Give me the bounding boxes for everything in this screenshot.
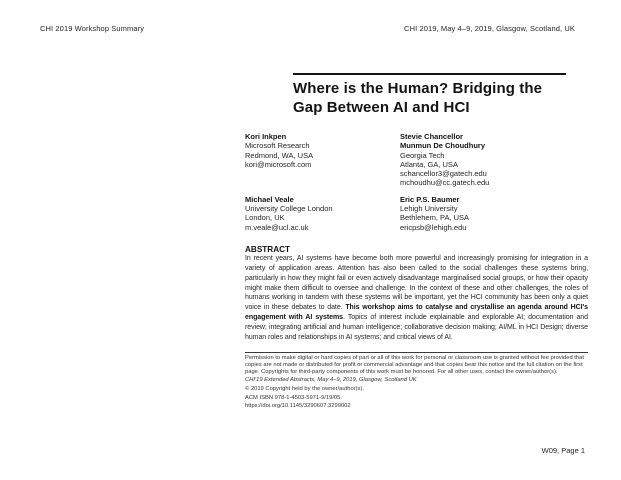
abstract-heading: ABSTRACT bbox=[245, 245, 291, 254]
author-affiliation: University College London bbox=[245, 204, 333, 214]
copyright-line: © 2019 Copyright held by the owner/author(s). bbox=[245, 386, 364, 393]
author-block bbox=[245, 195, 400, 232]
running-header bbox=[40, 24, 575, 33]
footnote-block bbox=[245, 355, 588, 410]
author-name: Kori Inkpen bbox=[245, 132, 287, 141]
author-email: m.veale@ucl.ac.uk bbox=[245, 222, 309, 232]
author-affiliation: Georgia Tech bbox=[400, 150, 445, 160]
author-block bbox=[400, 195, 580, 232]
author-name: Eric P.S. Baumer bbox=[400, 194, 460, 204]
author-block bbox=[245, 132, 400, 188]
author-affiliation: Microsoft Research bbox=[245, 141, 310, 151]
author-affiliation: Bethlehem, PA, USA bbox=[400, 213, 470, 223]
abstract-text-after: . Topics of interest include explainable and explorable AI; documentation and review; integrating artificial and human intelligence; collaborative decision making; AI/ML in HCI Design; diverse human roles and relationships in AI systems; and critical views of AI. bbox=[245, 314, 588, 341]
author-email: schancellor3@gatech.edu bbox=[400, 169, 487, 179]
author-affiliation: Lehigh University bbox=[400, 204, 458, 214]
isbn-line: ACM ISBN 978-1-4503-5971-9/19/05. bbox=[245, 394, 342, 401]
authors-grid bbox=[245, 132, 580, 232]
author-block bbox=[400, 132, 580, 188]
header-right-text: CHI 2019, May 4–9, 2019, Glasgow, Scotland, UK bbox=[404, 24, 575, 33]
permission-text: Permission to make digital or hard copies of part or all of this work for personal or classroom use is granted without fee provided that copies are not made or distributed for profit or commercial advantage and that copies bear this notice and the full citation on the first page. Copyrights for third-party components of this work must be honored. For all other uses, contact the owner/author(s). bbox=[245, 355, 584, 376]
author-name: Munmun De Choudhury bbox=[400, 141, 485, 151]
doi-line: https://doi.org/10.1145/3290607.3299002 bbox=[245, 402, 351, 409]
author-affiliation: Redmond, WA, USA bbox=[245, 150, 314, 160]
abstract-text-before: In recent years, AI systems have become both more powerful and increasingly promising for integration in a variety of application areas. Attention has also been called to the social challenges these systems bring, particularly in how they might fail or even actively disadvantage marginalised social groups, or how their opacity might make them difficult to oversee and challenge. In the context of these and other challenges, the roles of humans working in tandem with these systems will be important, yet the HCI community has been only a quiet voice in these debates to date. bbox=[245, 255, 588, 312]
venue-line: CHI'19 Extended Abstracts, May 4–9, 2019, Glasgow, Scotland UK bbox=[245, 376, 417, 383]
author-affiliation: Atlanta, GA, USA bbox=[400, 159, 458, 169]
author-email: kori@microsoft.com bbox=[245, 159, 312, 169]
title-rule bbox=[293, 73, 566, 75]
author-email: ericpsb@lehigh.edu bbox=[400, 222, 467, 232]
abstract-body bbox=[245, 254, 588, 343]
author-name: Stevie Chancellor bbox=[400, 132, 463, 141]
paper-title: Where is the Human? Bridging the Gap Between AI and HCI bbox=[293, 80, 543, 116]
author-email: mchoudhu@cc.gatech.edu bbox=[400, 178, 490, 188]
footnote-rule bbox=[245, 352, 588, 353]
header-left-text: CHI 2019 Workshop Summary bbox=[40, 24, 145, 33]
abstract-bold-sentence: This workshop aims to catalyse and crystallise an agenda around HCI's engagement with AI systems bbox=[245, 304, 588, 322]
author-name: Michael Veale bbox=[245, 194, 294, 204]
author-affiliation: London, UK bbox=[245, 213, 285, 223]
page-footer: W09, Page 1 bbox=[541, 446, 585, 455]
